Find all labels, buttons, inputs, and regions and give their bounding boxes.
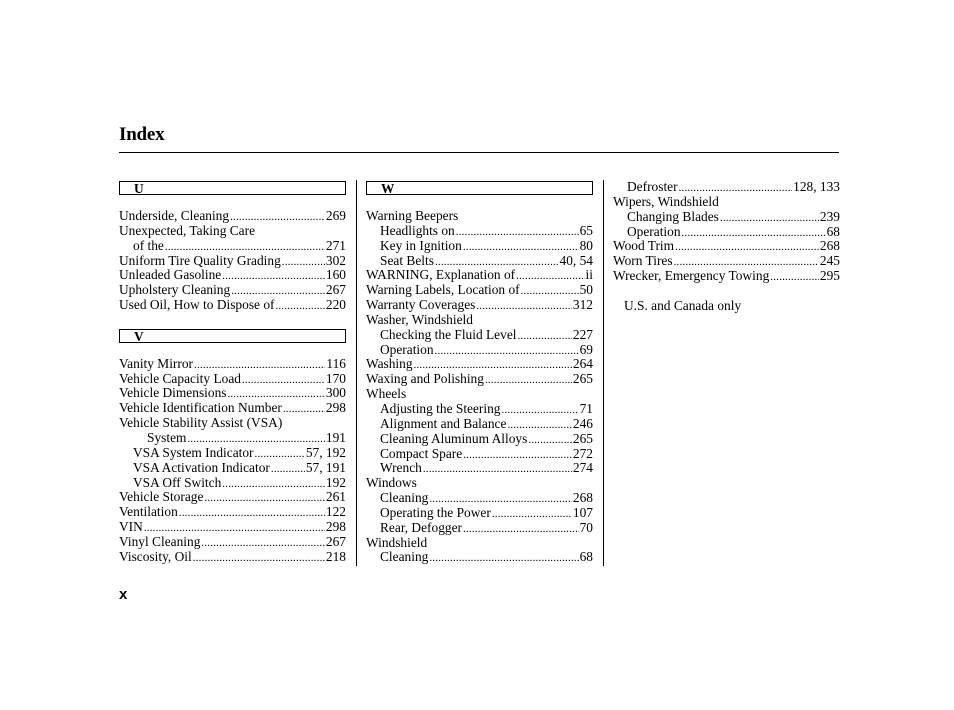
leader-dots (179, 505, 325, 521)
leader-dots (485, 372, 572, 388)
entry-text: Warning Labels, Location of (366, 282, 520, 298)
leader-dots (720, 210, 819, 226)
page-reference: 298 (325, 519, 346, 535)
leader-dots (282, 254, 325, 270)
leader-dots (423, 461, 572, 477)
index-column-3 (613, 180, 840, 314)
page-reference: 116 (326, 355, 346, 371)
page-reference: 50 (579, 282, 593, 298)
entry-text: Washing (366, 356, 413, 372)
entry-text: Headlights on (380, 222, 455, 238)
entry-text: Underside, Cleaning (119, 208, 230, 223)
index-entry (366, 476, 593, 491)
page-reference: 265 (572, 430, 593, 446)
index-entry (366, 432, 593, 447)
leader-dots (222, 268, 325, 284)
entry-text: Washer, Windshield (366, 311, 473, 327)
index-entry (119, 386, 346, 401)
entry-text: VSA Off Switch (133, 474, 222, 490)
index-entry (366, 521, 593, 536)
index-entry (366, 268, 593, 283)
index-entry (613, 225, 840, 240)
index-entry (119, 550, 346, 565)
page-reference: 68 (826, 223, 840, 239)
entry-text: Cleaning (380, 490, 429, 506)
page-reference: 69 (579, 341, 593, 357)
letter-heading: V (119, 329, 346, 343)
entry-text: Defroster (627, 179, 678, 194)
page-reference: 192 (325, 474, 346, 490)
page-reference: 220 (325, 297, 346, 313)
entry-text: Vehicle Identification Number (119, 400, 282, 416)
leader-dots (492, 506, 572, 522)
block-spacer (119, 313, 346, 328)
page-reference: 57, 191 (305, 459, 346, 475)
leader-dots (528, 432, 572, 448)
leader-dots (476, 298, 572, 314)
leader-dots (201, 535, 325, 551)
page-reference: 265 (572, 371, 593, 387)
entry-text: Warranty Coverages (366, 297, 476, 313)
page-reference: 261 (325, 489, 346, 505)
index-entry (119, 401, 346, 416)
leader-dots (463, 521, 579, 537)
entry-text: Upholstery Cleaning (119, 282, 231, 298)
index-entry (119, 268, 346, 283)
entry-text: VSA System Indicator (133, 444, 254, 460)
entry-text: System (147, 429, 187, 445)
entry-text: Cleaning Aluminum Alloys (380, 430, 528, 446)
entry-text: Vinyl Cleaning (119, 533, 201, 549)
entry-text: Windshield (366, 534, 428, 550)
page-reference: 312 (572, 297, 593, 313)
index-entry (613, 269, 840, 284)
page-reference: 295 (819, 268, 840, 284)
entry-text: Worn Tires (613, 253, 673, 269)
leader-dots (271, 461, 305, 477)
index-entry (613, 210, 840, 225)
index-entry (119, 209, 346, 224)
entry-text: Waxing and Polishing (366, 371, 484, 387)
leader-dots (675, 239, 819, 255)
entry-text: Wheels (366, 386, 407, 402)
page-reference: 71 (579, 400, 593, 416)
index-entry (366, 343, 593, 358)
index-entry (366, 536, 593, 551)
page-reference: 128, 133 (793, 179, 840, 194)
index-entry (366, 372, 593, 387)
page-number: x (119, 586, 128, 603)
page-reference: 122 (325, 504, 346, 520)
entry-text: Operation (627, 223, 681, 239)
page-reference: 267 (325, 533, 346, 549)
entry-text: VIN (119, 519, 143, 535)
letter-heading: U (119, 181, 346, 195)
entry-text: Seat Belts (380, 252, 434, 268)
entry-text: Operation (380, 341, 434, 357)
page-reference: 107 (572, 504, 593, 520)
index-entry (366, 224, 593, 239)
page-reference: 57, 192 (305, 444, 346, 460)
leader-dots (463, 447, 572, 463)
index-entry (613, 180, 840, 195)
index-entry (119, 461, 346, 476)
leader-dots (193, 550, 325, 566)
entry-text: Changing Blades (627, 208, 719, 224)
leader-dots (222, 476, 325, 492)
index-entry (366, 550, 593, 565)
entry-text: Rear, Defogger (380, 519, 462, 535)
leader-dots (521, 283, 579, 299)
index-entry (613, 239, 840, 254)
index-entry (119, 239, 346, 254)
entry-text: Windows (366, 475, 417, 491)
page-reference: 300 (325, 385, 346, 401)
entry-text: VSA Activation Indicator (133, 459, 270, 475)
entry-text: Wrench (380, 460, 422, 476)
index-entry (366, 387, 593, 402)
column-divider (603, 180, 604, 566)
letter-heading: W (366, 181, 593, 195)
footnote: U.S. and Canada only (624, 297, 742, 313)
index-entry (119, 505, 346, 520)
entry-text: WARNING, Explanation of (366, 267, 516, 283)
index-entry (366, 209, 593, 224)
leader-dots (770, 269, 819, 285)
entry-text: Vanity Mirror (119, 355, 194, 371)
page-reference: 227 (572, 326, 593, 342)
page-reference: 271 (325, 237, 346, 253)
leader-dots (275, 298, 324, 314)
index-entry (366, 357, 593, 372)
page-reference: 68 (579, 549, 593, 565)
index-column-1 (119, 180, 346, 565)
page-reference: 267 (325, 282, 346, 298)
page-reference: ii (585, 267, 593, 283)
index-entry (366, 313, 593, 328)
entry-text: Cleaning (380, 549, 429, 565)
index-title: Index (119, 124, 165, 145)
entry-text: Compact Spare (380, 445, 463, 461)
leader-dots (682, 225, 826, 241)
index-entry (366, 328, 593, 343)
entry-text: Vehicle Capacity Load (119, 370, 241, 386)
index-entry (119, 372, 346, 387)
entry-text: Operating the Power (380, 504, 491, 520)
page-reference: 70 (579, 519, 593, 535)
page-reference: 268 (572, 490, 593, 506)
page-reference: 218 (325, 548, 346, 564)
index-entry (366, 447, 593, 462)
index-entry (119, 254, 346, 269)
page-reference: 80 (579, 237, 593, 253)
entry-text: Alignment and Balance (380, 415, 507, 431)
index-entry (119, 298, 346, 313)
index-entry (366, 254, 593, 269)
entry-text: Used Oil, How to Dispose of (119, 297, 275, 313)
index-entry (119, 224, 346, 239)
index-entry (119, 431, 346, 446)
entry-text: Viscosity, Oil (119, 548, 192, 564)
page-reference: 269 (325, 208, 346, 223)
entry-text: Key in Ignition (380, 237, 462, 253)
leader-dots (429, 550, 578, 566)
leader-dots (242, 372, 325, 388)
leader-dots (502, 402, 579, 418)
leader-dots (517, 328, 571, 344)
leader-dots (435, 343, 579, 359)
page-reference: 246 (572, 415, 593, 431)
entry-text: of the (133, 237, 164, 253)
index-entry (366, 283, 593, 298)
index-entry (366, 417, 593, 432)
index-entry (366, 506, 593, 521)
page-reference: 302 (325, 252, 346, 268)
entry-text: Wrecker, Emergency Towing (613, 268, 770, 284)
index-entry (119, 416, 346, 431)
index-entry (119, 535, 346, 550)
page-reference: 239 (819, 208, 840, 224)
index-entry (119, 357, 346, 372)
page-reference: 170 (325, 370, 346, 386)
page-reference: 264 (572, 356, 593, 372)
index-entry (613, 195, 840, 210)
page-reference: 191 (325, 429, 346, 445)
index-entry (119, 283, 346, 298)
index-entry (366, 402, 593, 417)
index-entry (119, 490, 346, 505)
index-entry (366, 461, 593, 476)
page-reference: 268 (819, 238, 840, 254)
entry-text: Wipers, Windshield (613, 193, 719, 209)
entry-text: Wood Trim (613, 238, 675, 254)
entry-text: Vehicle Dimensions (119, 385, 227, 401)
title-rule (119, 152, 839, 153)
leader-dots (283, 401, 325, 417)
page-reference: 298 (325, 400, 346, 416)
page-reference: 160 (325, 267, 346, 283)
index-entry (119, 446, 346, 461)
entry-text: Warning Beepers (366, 208, 459, 223)
entry-text: Checking the Fluid Level (380, 326, 517, 342)
leader-dots (456, 224, 579, 240)
index-entry (613, 254, 840, 269)
column-divider (356, 180, 357, 566)
page-reference: 40, 54 (559, 252, 593, 268)
page-reference: 274 (572, 460, 593, 476)
entry-text: Ventilation (119, 504, 178, 520)
entry-text: Vehicle Storage (119, 489, 204, 505)
page-reference: 245 (819, 253, 840, 269)
index-entry (119, 476, 346, 491)
index-entry (366, 298, 593, 313)
entry-text: Adjusting the Steering (380, 400, 501, 416)
index-column-2 (366, 180, 593, 565)
page-reference: 65 (579, 222, 593, 238)
entry-text: Unexpected, Taking Care (119, 222, 256, 238)
leader-dots (516, 268, 584, 284)
entry-text: Uniform Tire Quality Grading (119, 252, 281, 268)
index-entry (119, 520, 346, 535)
page-reference: 272 (572, 445, 593, 461)
index-entry (366, 491, 593, 506)
leader-dots (204, 490, 325, 506)
entry-text: Vehicle Stability Assist (VSA) (119, 415, 283, 431)
entry-text: Unleaded Gasoline (119, 267, 222, 283)
index-entry (366, 239, 593, 254)
